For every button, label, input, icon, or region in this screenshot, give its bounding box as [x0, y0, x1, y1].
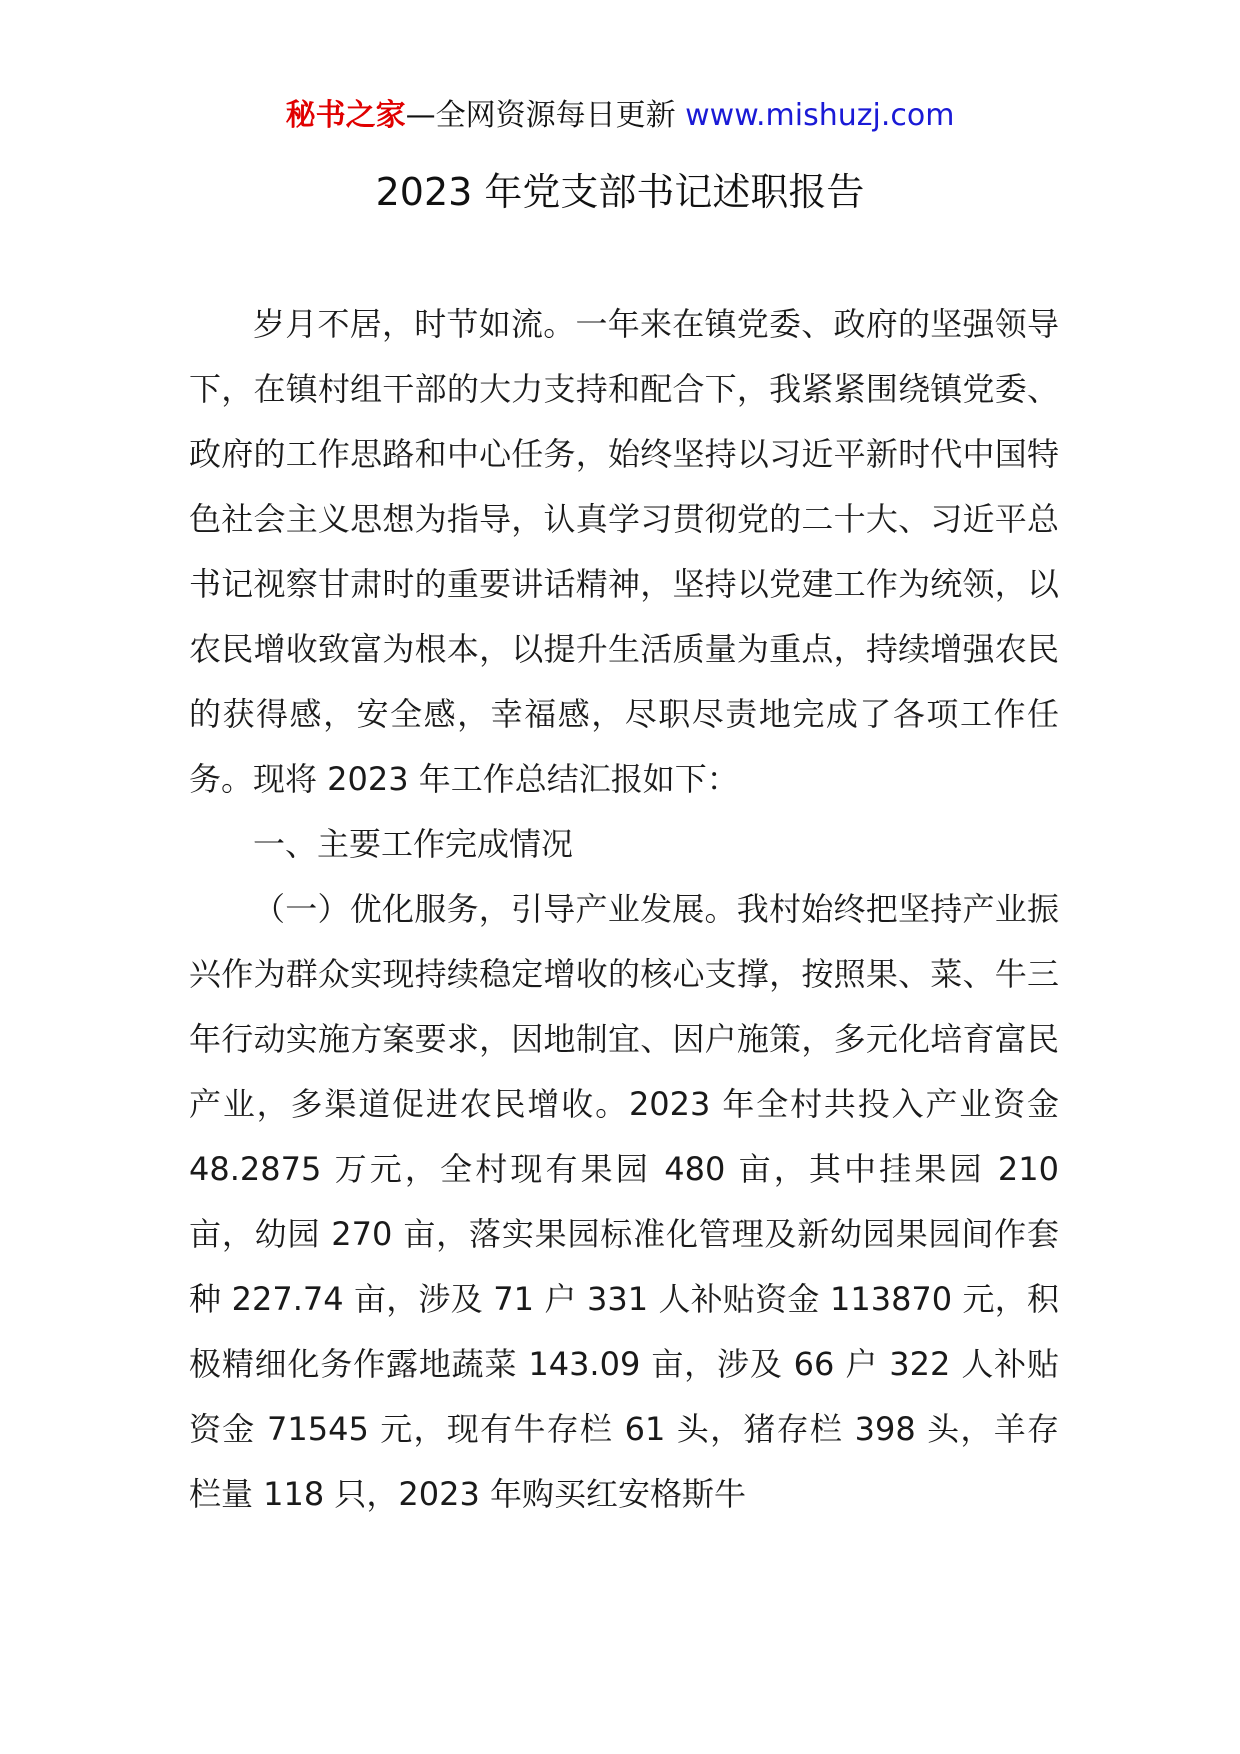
site-header [0, 96, 1240, 136]
section-heading-main-work: 一、主要工作完成情况 [253, 825, 574, 863]
paragraph-intro: 岁月不居，时节如流。一年来在镇党委、政府的坚强领导下，在镇村组干部的大力支持和配合下，我紧紧围绕镇党委、政府的工作思路和中心任务，始终坚持以习近平新时代中国特色社会主义思想为指导，认真学习贯彻党的二十大、习近平总书记视察甘肃时的重要讲话精神，坚持以党建工作为统领，以农民增收致富为根本，以提升生活质量为重点，持续增强农民的获得感，安全感，幸福感，尽职尽责地完成了各项工作任务。现将 2023 年工作总结汇报如下： [189, 305, 1059, 798]
document-title: 2023 年党支部书记述职报告 [375, 170, 865, 214]
site-url-link[interactable]: www.mishuzj.com [685, 98, 955, 133]
document-body [189, 292, 1059, 1527]
site-tagline: —全网资源每日更新 [405, 98, 686, 133]
site-brand: 秘书之家 [285, 98, 406, 133]
paragraph-industry-development: （一）优化服务，引导产业发展。我村始终把坚持产业振兴作为群众实现持续稳定增收的核心支撑，按照果、菜、牛三年行动实施方案要求，因地制宜、因户施策，多元化培育富民产业，多渠道促进农民增收。2023 年全村共投入产业资金 48.2875 万元，全村现有果园 480 亩，其中挂果园 210 亩，幼园 270 亩，落实果园标准化管理及新幼园果园间作套种 227.74 亩，涉及 71 户 331 人补贴资金 113870 元，积极精细化务作露地蔬菜 143.09 亩，涉及 66 户 322 人补贴资金 71545 元，现有牛存栏 61 头，猪存栏 398 头，羊存栏量 118 只，2023 年购买红安格斯牛 [189, 890, 1059, 1513]
